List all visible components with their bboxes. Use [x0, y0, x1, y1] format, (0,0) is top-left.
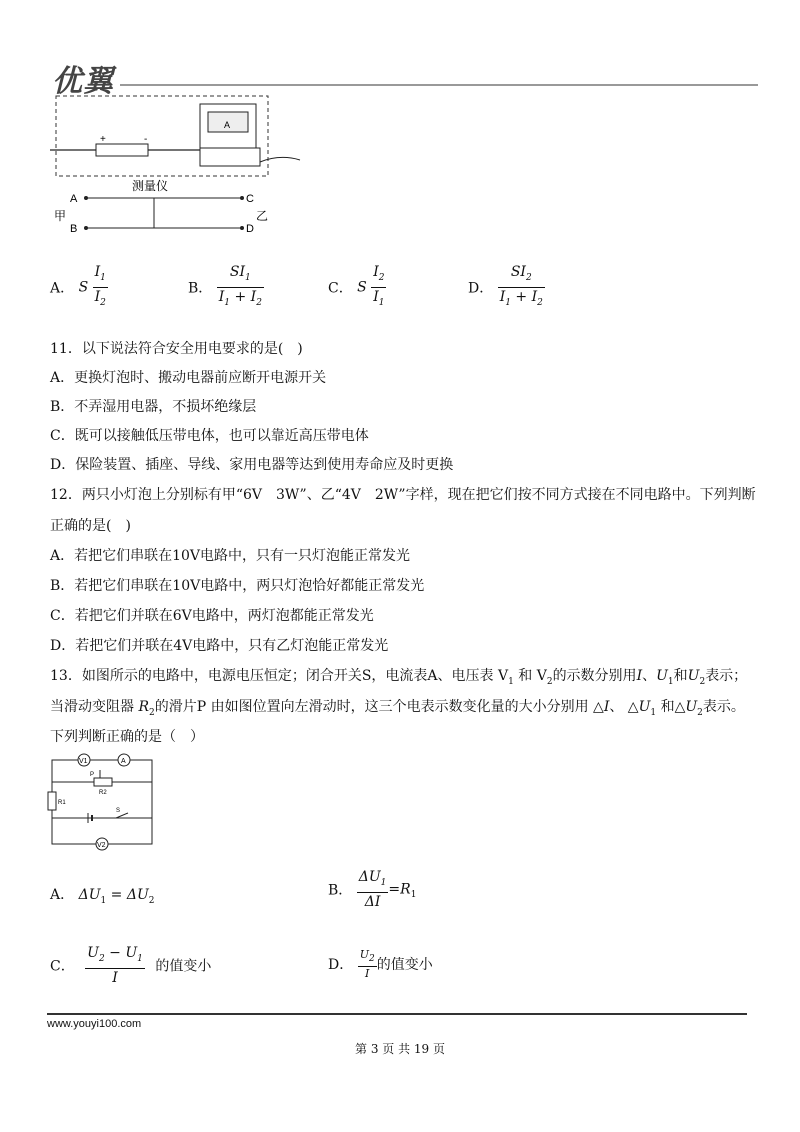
svg-text:V1: V1 [79, 758, 88, 765]
svg-text:S: S [116, 808, 121, 814]
q13-stem-line3: 下列判断正确的是（ ） [50, 729, 204, 745]
q12-option-c[interactable]: C．若把它们并联在6V电路中，两灯泡都能正常发光 [50, 608, 374, 624]
minus-sign: - [144, 134, 148, 145]
q11-option-c[interactable]: C．既可以接触低压带电体，也可以靠近高压带电体 [50, 428, 369, 444]
footer-url[interactable]: www.youyi100.com [47, 1018, 142, 1030]
q10-option-b[interactable]: B． $\frac{SI_1}{I_1 + I_2}$ [188, 264, 262, 308]
q10-option-a[interactable]: A． S $\frac{I_1}{I_2}$ [50, 264, 106, 308]
instrument-label: 测量仪 [132, 179, 169, 193]
right-name: 乙 [256, 209, 269, 223]
q13-stem-line1: 13．如图所示的电路中，电源电压恒定；闭合开关S，电流表A、电压表 $V_1$ 和 $V_2$的示数分别用I、$U_1$和$U_2$表示； [50, 668, 748, 687]
svg-text:P: P [90, 772, 95, 778]
page-number: 第 3 页 共 19 页 [355, 1042, 445, 1056]
q13-stem-line2: 当滑动变阻器 $R_2$的滑片P 由如图位置向左滑动时，这三个电表示数变化量的大小分别用 △I、 $\triangle U_1$ 和$\triangle U_2$表示。 [50, 699, 745, 718]
meter-label: A [224, 120, 231, 130]
measuring-instrument-figure [50, 92, 310, 242]
terminal-c: C [246, 193, 254, 205]
resistor-r1-icon [48, 792, 56, 810]
q12-option-b[interactable]: B．若把它们串联在10V电路中，两只灯泡恰好都能正常发光 [50, 578, 425, 594]
q10-option-c[interactable]: C． S $\frac{I_2}{I_1}$ [328, 264, 385, 308]
q11-option-b[interactable]: B．不弄湿用电器，不损坏绝缘层 [50, 399, 257, 415]
plus-sign: + [100, 134, 106, 145]
q12-option-a[interactable]: A．若把它们串联在10V电路中，只有一只灯泡能正常发光 [50, 548, 411, 564]
q10-option-d[interactable]: D． $\frac{SI_2}{I_1 + I_2}$ [468, 264, 543, 308]
q12-stem-line1: 12．两只小灯泡上分别标有甲“6V 3W”、乙“4V 2W”字样，现在把它们按不同方式接在不同电路中。下列判断 [50, 487, 756, 503]
q12-stem-line2: 正确的是( ) [50, 518, 131, 534]
battery-icon [96, 144, 148, 156]
svg-text:R2: R2 [99, 790, 107, 796]
svg-text:V2: V2 [97, 842, 106, 849]
logo: 优翼 [52, 64, 114, 99]
q11-option-d[interactable]: D．保险装置、插座、导线、家用电器等达到使用寿命应及时更换 [50, 457, 454, 473]
terminal-b: B [70, 223, 78, 235]
q13-circuit-diagram [44, 752, 160, 852]
terminal-d: D [246, 223, 254, 235]
q13-option-b[interactable]: B． $\frac{\Delta U_1}{\Delta I}$ $=R_1$ [328, 869, 417, 910]
q13-option-a[interactable]: A． $\Delta U_1 = \Delta U_2$ [50, 887, 155, 906]
header-divider [120, 84, 758, 86]
q13-option-c[interactable]: C． $\frac{U_2 - U_1}{I}$ 的值变小 [50, 945, 212, 986]
q13-option-d[interactable]: D． $\frac{U_2}{I}$ 的值变小 [328, 948, 433, 981]
svg-text:A: A [121, 758, 126, 765]
left-name: 甲 [54, 209, 67, 223]
q11-option-a[interactable]: A．更换灯泡时、搬动电器前应断开电源开关 [50, 370, 327, 386]
q12-option-d[interactable]: D．若把它们并联在4V电路中，只有乙灯泡能正常发光 [50, 638, 389, 654]
terminal-a: A [70, 193, 78, 205]
footer-divider [47, 1013, 747, 1015]
svg-text:R1: R1 [58, 800, 66, 806]
q11-stem: 11．以下说法符合安全用电要求的是( ) [50, 341, 303, 357]
rheostat-r2-icon [94, 778, 112, 786]
